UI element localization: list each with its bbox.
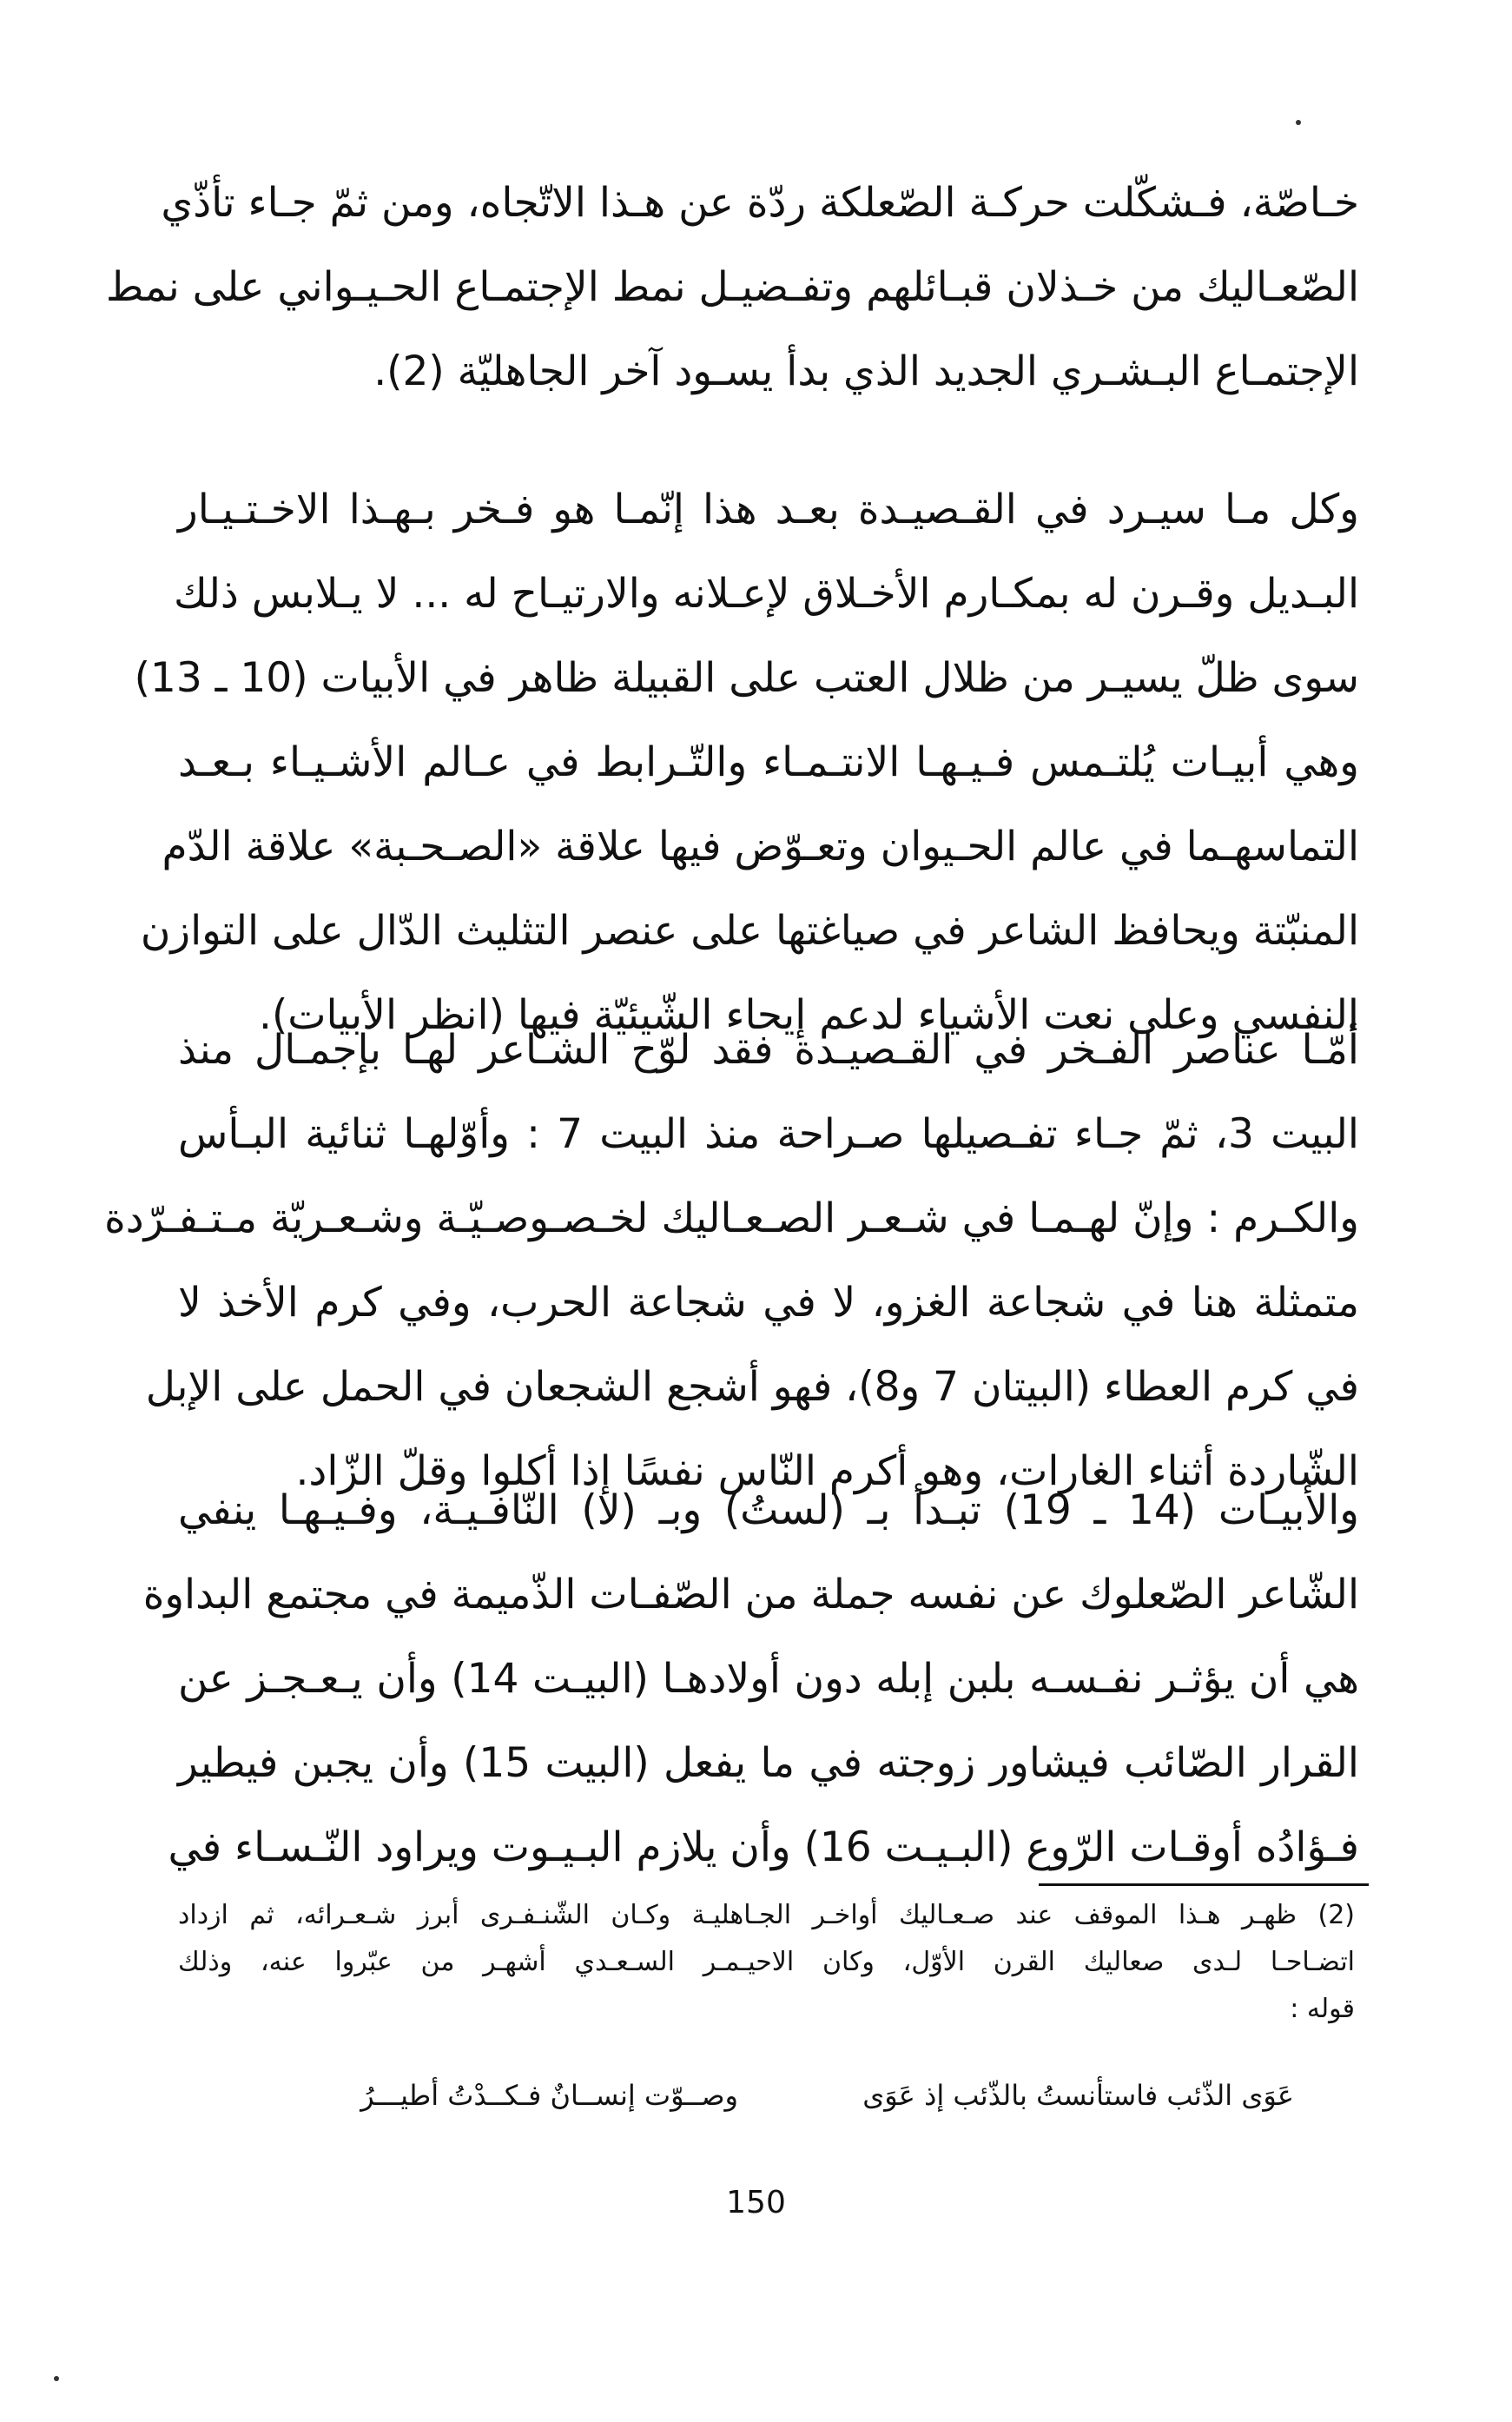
verse-second-hemistich: وصــوّت إنســانٌ فـكــدْتُ أطيـــرُ — [360, 2079, 738, 2112]
footnote-line: قوله : — [1290, 1994, 1355, 2024]
paragraph-2 — [134, 467, 1359, 1057]
paragraph-line: متمثلة هنا في شجاعة الغزو، لا في شجاعة الحرب، وفي كرم الأخذ لا — [178, 1279, 1359, 1327]
paragraph-line: والكـرم : وإنّ لهـمـا في شـعـر الصـعـاليك لخـصـوصـيّـة وشـعـريّة مـتـفـرّدة — [104, 1194, 1359, 1242]
footnote-verse — [252, 2069, 1294, 2121]
paragraph-line: التماسهـما في عالم الحـيوان وتعـوّض فيها علاقة «الصـحـبة» علاقة الدّم — [162, 823, 1359, 870]
paragraph-1 — [105, 161, 1359, 414]
paragraph-line: النفسي وعلى نعت الأشياء لدعم إيحاء الشّيئيّة فيها (انظر الأبيات). — [259, 991, 1359, 1039]
scan-speck — [54, 2376, 59, 2381]
paragraph-line: في كرم العطاء (البيتان 7 و8)، فهو أشجع الشجعان في الحمل على الإبل — [145, 1363, 1359, 1411]
paragraph-line: سوى ظلّ يسيـر من ظلال العتب على القبيلة ظاهر في الأبيات (10 ـ 13) — [134, 654, 1359, 702]
paragraph-line: القرار الصّائب فيشاور زوجته في ما يفعل (البيت 15) وأن يجبن فيطير — [178, 1739, 1359, 1787]
scan-speck — [1296, 120, 1301, 125]
paragraph-line: الصّعـاليك من خـذلان قبـائلهم وتفـضيـل نمط الإجتمـاع الحـيـواني على نمط — [105, 263, 1359, 311]
paragraph-line: وكل مـا سيـرد في القـصيـدة بعـد هذا إنّمـا هو فـخر بـهـذا الاخـتـيـار — [178, 486, 1359, 533]
paragraph-line: هي أن يؤثـر نفـسـه بلبن إبله دون أولادهـا (البيـت 14) وأن يـعـجـز عن — [178, 1655, 1359, 1703]
paragraph-line: أمّـا عناصر الفـخر في القـصيـدة فقد لوّح الشـاعر لهـا بإجمـال منذ — [178, 1026, 1359, 1074]
verse-first-hemistich: عَوَى الذّئب فاستأنستُ بالذّئب إذ عَوَى — [862, 2079, 1294, 2112]
footnote-line: (2) ظهـر هـذا الموقف عند صـعـاليك أواخـر الجـاهليـة وكـان الشّنـفـرى أبرز شـعـرائه، ثم ازداد — [178, 1900, 1355, 1930]
footnote-line: اتضـاحـا لـدى صعاليك القرن الأوّل، وكان الاحيـمـر السـعـدي أشهـر من عبّروا عنه، وذلك — [178, 1947, 1355, 1977]
paragraph-line: البـديل وقـرن له بمكـارم الأخـلاق لإعـلانه والارتيـاح له ... لا يـلابس ذلك — [174, 570, 1359, 618]
paragraph-line: وهي أبيـات يُلتـمس فـيـهـا الانتـمـاء والتّـرابط في عـالم الأشـيـاء بـعـد — [178, 738, 1359, 786]
paragraph-line: فـؤادُه أوقـات الرّوع (البـيـت 16) وأن يلازم البـيـوت ويراود النّـسـاء في — [168, 1823, 1359, 1871]
paragraph-line: خـاصّة، فـشكّلت حركـة الصّعلكة ردّة عن هـذا الاتّجاه، ومن ثمّ جـاء تأذّي — [161, 179, 1359, 227]
paragraph-4 — [142, 1468, 1359, 1889]
footnote — [178, 1892, 1355, 2033]
paragraph-3 — [104, 1008, 1359, 1513]
paragraph-line: الشّاردة أثناء الغارات، وهو أكرم النّاس نفسًا إذا أكلوا وقلّ الزّاد. — [295, 1447, 1359, 1495]
paragraph-line: البيت 3، ثمّ جـاء تفـصيلها صـراحة منذ البيت 7 : وأوّلهـا ثنائية البـأس — [178, 1110, 1359, 1158]
paragraph-line: المنبّتة ويحافظ الشاعر في صياغتها على عنصر التثليث الدّال على التوازن — [140, 907, 1359, 955]
paragraph-line: الإجتمـاع البـشـري الجديد الذي بدأ يسـود آخر الجاهليّة (2). — [373, 347, 1359, 395]
paragraph-line: والأبيـات (14 ـ 19) تبـدأ بـ (لستُ) وبـ (لا) النّافـيـة، وفـيـهـا ينفي — [178, 1486, 1359, 1534]
footnote-divider — [1039, 1883, 1369, 1886]
paragraph-line: الشّاعر الصّعلوك عن نفسه جملة من الصّفـات الذّميمة في مجتمع البداوة — [142, 1571, 1359, 1618]
page-number: 150 — [726, 2185, 786, 2220]
